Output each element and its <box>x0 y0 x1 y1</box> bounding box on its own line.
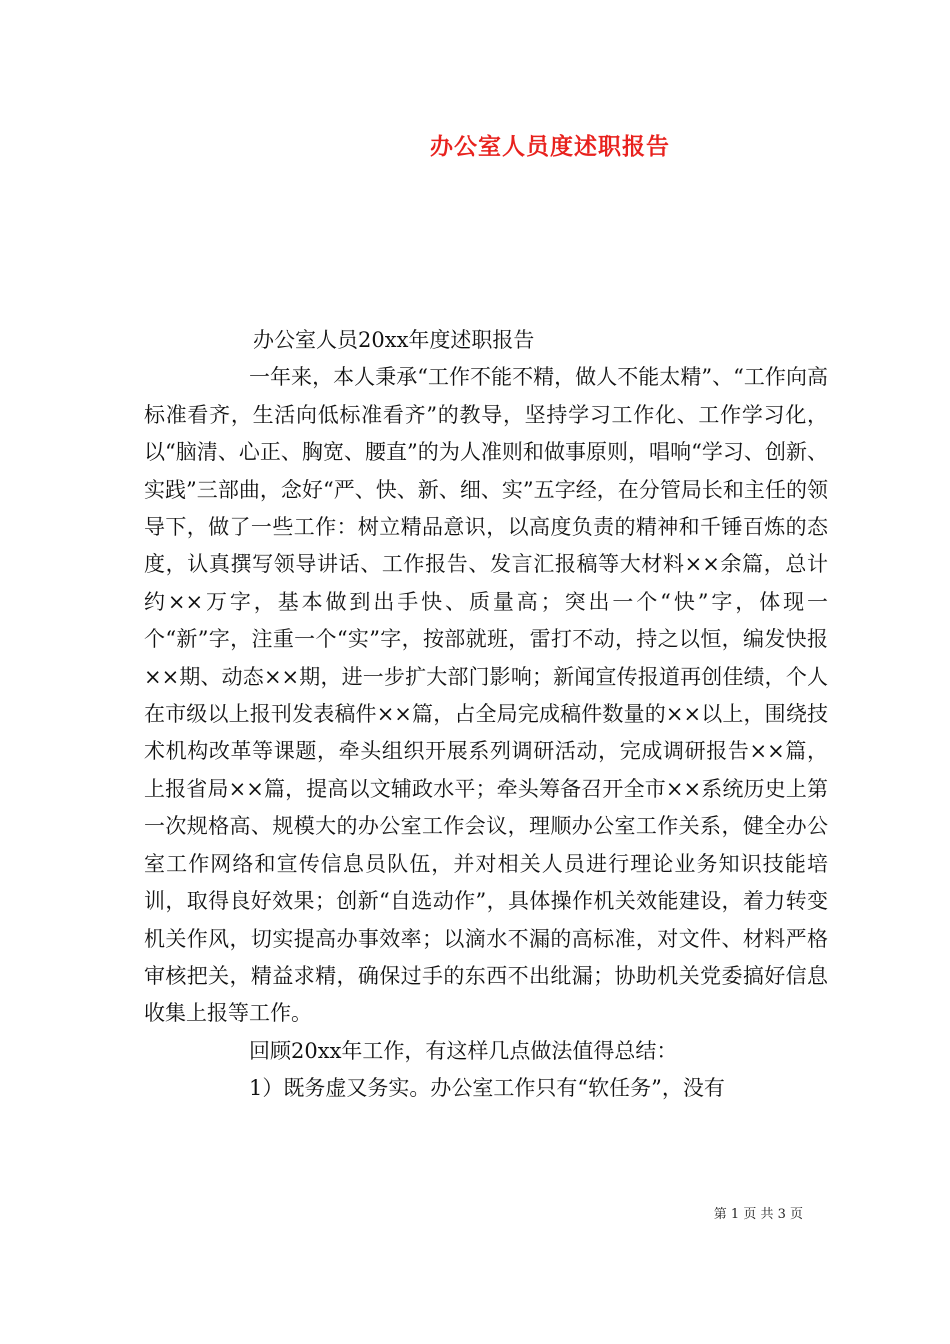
body-paragraph-intro: 一年来，本人秉承“工作不能不精，做人不能太精”、“工作向高标准看齐，生活向低标准看齐”的教导，坚持学习工作化、工作学习化，以“脑清、心正、胸宽、腰直”的为人准则和做事原则，唱响“学习、创新、实践”三部曲，念好“严、快、新、细、实”五字经，在分管局长和主任的领导下，做了一些工作：树立精品意识，以高度负责的精神和千锤百炼的态度，认真撰写领导讲话、工作报告、发言汇报稿等大材料××余篇，总计约××万字，基本做到出手快、质量高；突出一个“快”字，体现一个“新”字，注重一个“实”字，按部就班，雷打不动，持之以恒，编发快报××期、动态××期，进一步扩大部门影响；新闻宣传报道再创佳绩，个人在市级以上报刊发表稿件××篇，占全局完成稿件数量的××以上，围绕技术机构改革等课题，牵头组织开展系列调研活动，完成调研报告××篇，上报省局××篇，提高以文辅政水平；牵头筹备召开全市××系统历史上第一次规格高、规模大的办公室工作会议，理顺办公室工作关系，健全办公室工作网络和宣传信息员队伍，并对相关人员进行理论业务知识技能培训，取得良好效果；创新“自选动作”，具体操作机关效能建设，着力转变机关作风，切实提高办事效率；以滴水不漏的高标准，对文件、材料严格审核把关，精益求精，确保过手的东西不出纰漏；协助机关党委搞好信息收集上报等工作。 <box>144 365 828 1026</box>
report-heading: 办公室人员20xx年度述职报告 <box>253 328 535 352</box>
body-paragraph-point-1: 1）既务虚又务实。办公室工作只有“软任务”，没有 <box>249 1076 725 1101</box>
page-number-footer: 第 1 页 共 3 页 <box>713 1207 803 1222</box>
document-body <box>144 322 828 1108</box>
body-paragraph-review: 回顾20xx年工作，有这样几点做法值得总结： <box>249 1038 678 1063</box>
page-title: 办公室人员度述职报告 <box>430 133 670 160</box>
